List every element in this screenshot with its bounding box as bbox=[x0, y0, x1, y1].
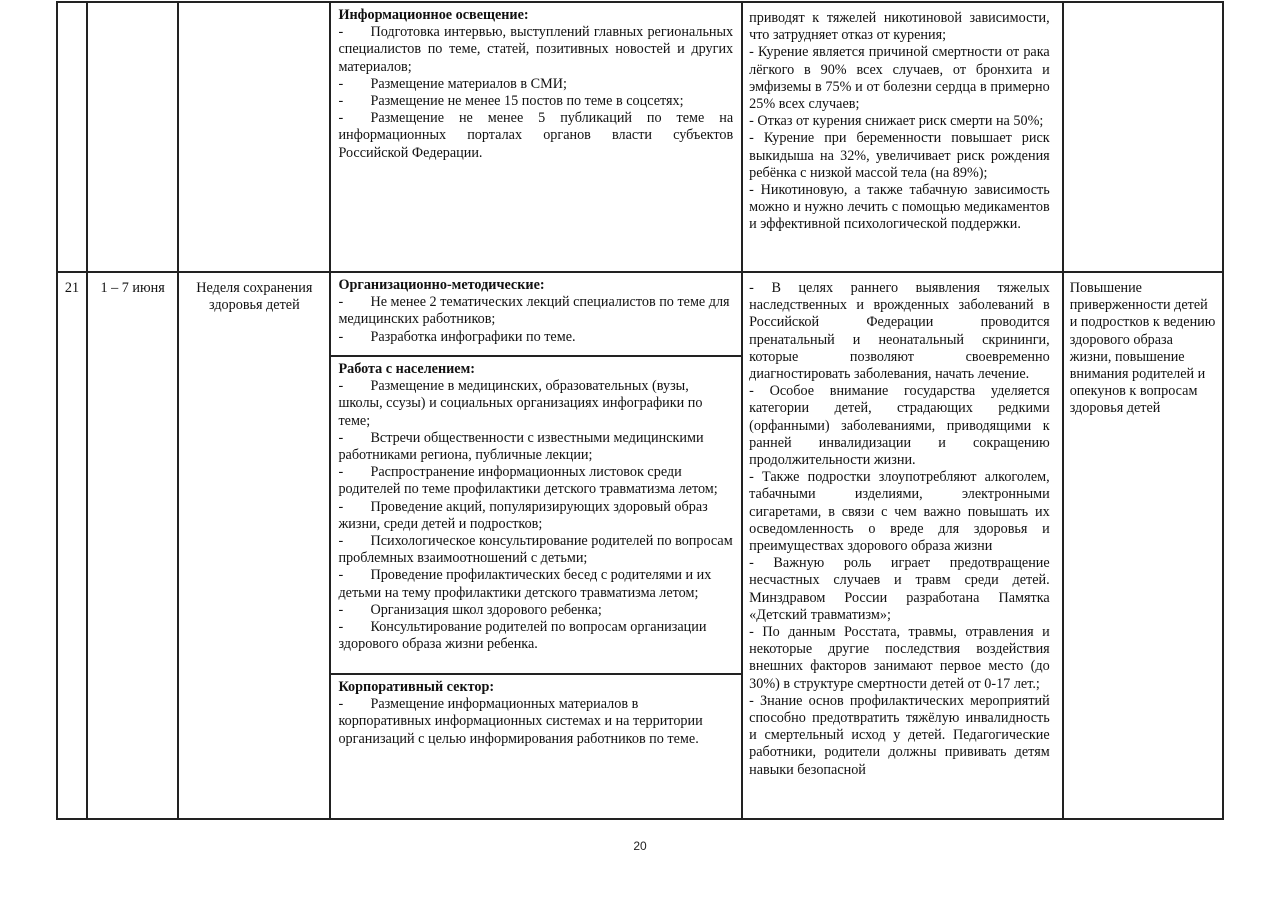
activity-item: - Разработка инфографики по теме. bbox=[338, 328, 576, 345]
dates-cell: 1 – 7 июня bbox=[87, 272, 178, 819]
activity-item: - Распространение информационных листовок среди родителей по теме профилактики детского травматизма летом; bbox=[338, 464, 718, 498]
activity-item: - Проведение акций, популяризирующих здоровый образ жизни, среди детей и подростков; bbox=[338, 498, 708, 532]
row-number-cell bbox=[57, 2, 87, 272]
activities-block-population bbox=[331, 355, 741, 673]
activity-item: - Размещение информационных материалов в корпоративных информационных системах и на территории организаций с целью информирования работников по теме. bbox=[338, 696, 703, 747]
dates-cell bbox=[87, 2, 178, 272]
info-text: - В целях раннего выявления тяжелых наследственных и врожденных заболеваний в Российской Федерации проводится пренатальный и неонатальный скрининги, которые позволяют своевременно диагностировать заболевания, начать лечение. - Особое внимание государства уделяется категории детей, страдающих редкими (орфанными) заболеваниями, приводящими к ранней инвалидизации и сокращению продолжительности жизни. - Также подростки злоупотребляют алкоголем, табачными изделиями, электронными сигаретами, в связи с чем важно повышать их осведомленность о вреде для здоровья и преимуществах здорового образа жизни - Важную роль играет предотвращение несчастных случаев и травм среди детей. Минздравом России разработана Памятка «Детский травматизм»; - По данным Росстата, травмы, отравления и некоторые другие последствия воздействия внешних факторов занимают первое место (до 30%) в структуре смертности детей от 0-17 лет.; - Знание основ профилактических мероприятий способно предотвратить тяжёлую инвалидность и смертельный исход у детей. Педагогические работники, родители должны прививать детям навыки безопасной bbox=[749, 280, 1050, 778]
activities-heading: Работа с населением: bbox=[338, 361, 475, 377]
week-cell: Неделя сохранения здоровья детей bbox=[178, 272, 330, 819]
activities-block-info bbox=[331, 3, 741, 166]
activity-item: - Подготовка интервью, выступлений главных региональных специалистов по теме, статей, позитивных новостей и других материалов; bbox=[338, 24, 734, 75]
activity-item: - Размещение не менее 15 постов по теме в соцсетях; bbox=[338, 93, 684, 110]
activities-heading: Корпоративный сектор: bbox=[338, 679, 495, 695]
activity-item: - Размещение не менее 5 публикаций по теме на информационных порталах органов власти субъектов Российской Федерации. bbox=[338, 110, 734, 161]
table-row-continuation bbox=[57, 2, 1223, 272]
activity-item: - Встречи общественности с известными медицинскими работниками региона, публичные лекции; bbox=[338, 429, 704, 464]
activities-heading: Информационное освещение: bbox=[338, 7, 529, 23]
activity-item: - Не менее 2 тематических лекций специалистов по теме для медицинских работников; bbox=[338, 294, 730, 328]
activity-item: - Размещение в медицинских, образовательных (вузы, школы, ссузы) и социальных организациях инфографики по теме; bbox=[338, 378, 703, 429]
result-text: Повышение приверженности детей и подростков к ведению здорового образа жизни, повышение внимания родителей и опекунов к вопросам здоровья детей bbox=[1069, 280, 1216, 417]
activities-cell bbox=[330, 272, 742, 819]
week-cell bbox=[178, 2, 330, 272]
activity-item: - Размещение материалов в СМИ; bbox=[338, 75, 567, 92]
activity-plan-table bbox=[56, 1, 1224, 820]
activities-cell bbox=[330, 2, 742, 272]
activities-block-methodical bbox=[331, 273, 741, 355]
page-number: 20 bbox=[633, 839, 647, 853]
result-cell bbox=[1063, 272, 1223, 819]
info-text: приводят к тяжелей никотиновой зависимости, что затрудняет отказ от курения; - Курение является причиной смертности от рака лёгкого в 90% всех случаев, от бронхита и эмфиземы в 75% и от болезни сердца в примерно 25% всех случаев; - Отказ от курения снижает риск смерти на 50%; - Курение при беременности повышает риск выкидыша на 32%, увеличивает риск рождения ребёнка с низкой массой тела (на 89%); - Никотиновую, а также табачную зависимость можно и нужно лечить с помощью медикаментов и эффективной психологической поддержки. bbox=[749, 10, 1050, 233]
activity-item: - Консультирование родителей по вопросам организации здорового образа жизни ребенка. bbox=[338, 619, 707, 653]
result-cell bbox=[1063, 2, 1223, 272]
activities-block-corporate bbox=[331, 673, 741, 752]
activity-item: - Психологическое консультирование родителей по вопросам проблемных взаимоотношений с детьми; bbox=[338, 533, 733, 567]
table-row-21 bbox=[57, 272, 1223, 819]
activities-heading: Организационно-методические: bbox=[338, 277, 545, 293]
activity-item: - Организация школ здорового ребенка; bbox=[338, 601, 602, 618]
info-cell bbox=[742, 272, 1063, 819]
activity-item: - Проведение профилактических бесед с родителями и их детьми на тему профилактики детского травматизма летом; bbox=[338, 567, 712, 601]
info-cell bbox=[742, 2, 1063, 272]
row-number-cell: 21 bbox=[57, 272, 87, 819]
